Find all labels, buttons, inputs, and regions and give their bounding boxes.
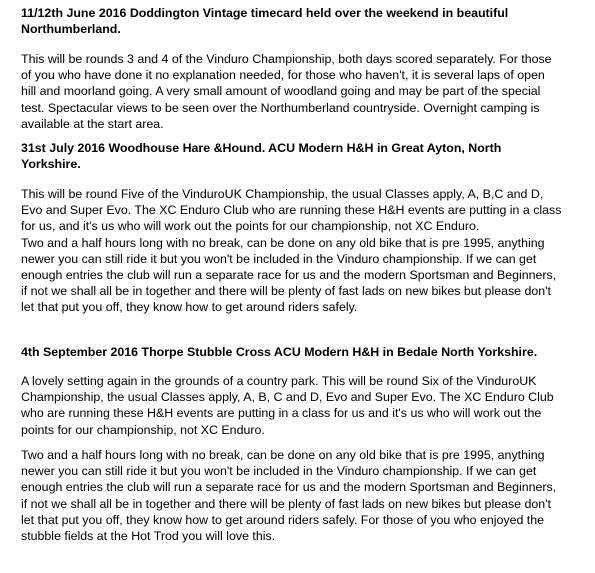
paragraph-line: who are running these H&H events are putting in a class for us and it's us who will work out the bbox=[21, 406, 542, 421]
event-2-heading bbox=[21, 140, 589, 172]
paragraph-line: newer you can still ride it but you won't be included in the Vinduro championship. If we can get bbox=[21, 251, 537, 266]
event-2-paragraph-1 bbox=[21, 186, 589, 316]
paragraph-line: of you who have done it no explanation needed, for those who haven't, it is several laps of open bbox=[21, 68, 545, 83]
paragraph-line: Evo and Super Evo. The XC Enduro Club who are running these H&H events are putting in a class bbox=[21, 203, 562, 218]
paragraph-line: This will be round Five of the VinduroUK Championship, the usual Classes apply, A, B,C and D, bbox=[21, 187, 544, 201]
paragraph-line: Two and a half hours long with no break, can be done on any old bike that is pre 1995, anything bbox=[21, 448, 545, 462]
event-2-heading-line: 31st July 2016 Woodhouse Hare &Hound. ACU Modern H&H in Great Ayton, North bbox=[21, 141, 502, 155]
paragraph-line: newer you can still ride it but you won't be included in the Vinduro championship. If we can get bbox=[21, 464, 537, 479]
paragraph-line: enough entries the club will run a separate race for us and the modern Sportsman and Beginners, bbox=[21, 268, 557, 283]
paragraph-line: Two and a half hours long with no break, can be done on any old bike that is pre 1995, anything bbox=[21, 235, 545, 250]
paragraph-line: for us, and it's us who will work out the points for our championship, not XC Enduro. bbox=[21, 219, 480, 234]
paragraph-line: if not we shall all be in together and there will be plenty of fast lads on new bikes but please don't bbox=[21, 284, 551, 299]
event-1-paragraph-1 bbox=[21, 51, 589, 132]
paragraph-line: available at the start area. bbox=[21, 116, 164, 131]
paragraph-line: Championship, the usual Classes apply, A, B, C and D, Evo and Super Evo. The XC Enduro Club bbox=[21, 390, 554, 405]
paragraph-line: let that put you off, they know how to get around riders safely. For those of you who enjoyed the bbox=[21, 512, 545, 527]
event-1-heading-line: 11/12th June 2016 Doddington Vintage timecard held over the weekend in beautiful bbox=[21, 6, 509, 20]
event-2-heading-line: Yorkshire. bbox=[21, 157, 81, 172]
paragraph-line: enough entries the club will run a separate race for us and the modern Sportsman and Beginners, bbox=[21, 480, 557, 495]
paragraph-line: points for our championship, not XC Enduro. bbox=[21, 422, 265, 437]
event-3-paragraph-2 bbox=[21, 447, 589, 544]
paragraph-line: if not we shall all be in together and there will be plenty of fast lads on new bikes but please don't bbox=[21, 496, 551, 511]
event-3-heading bbox=[21, 344, 589, 360]
paragraph-line: This will be rounds 3 and 4 of the Vinduro Championship, both days scored separately. For those bbox=[21, 52, 552, 66]
paragraph-line: test. Spectacular views to be seen over the Northumberland countryside. Overnight camping is bbox=[21, 100, 540, 115]
paragraph-line: A lovely setting again in the grounds of a country park. This will be round Six of the VinduroUK bbox=[21, 374, 537, 388]
event-1-heading-line: Northumberland. bbox=[21, 22, 121, 37]
paragraph-line: let that put you off, they know how to get around riders safely. bbox=[21, 300, 358, 315]
event-3-heading-line: 4th September 2016 Thorpe Stubble Cross ACU Modern H&H in Bedale North Yorkshire. bbox=[21, 345, 538, 359]
paragraph-line: hill and moorland going. A very small amount of woodland going and may be part of the special bbox=[21, 84, 541, 99]
event-1-heading bbox=[21, 5, 589, 37]
event-3-paragraph-1 bbox=[21, 373, 589, 438]
paragraph-line: stubble fields at the Hot Trod you will love this. bbox=[21, 529, 276, 544]
